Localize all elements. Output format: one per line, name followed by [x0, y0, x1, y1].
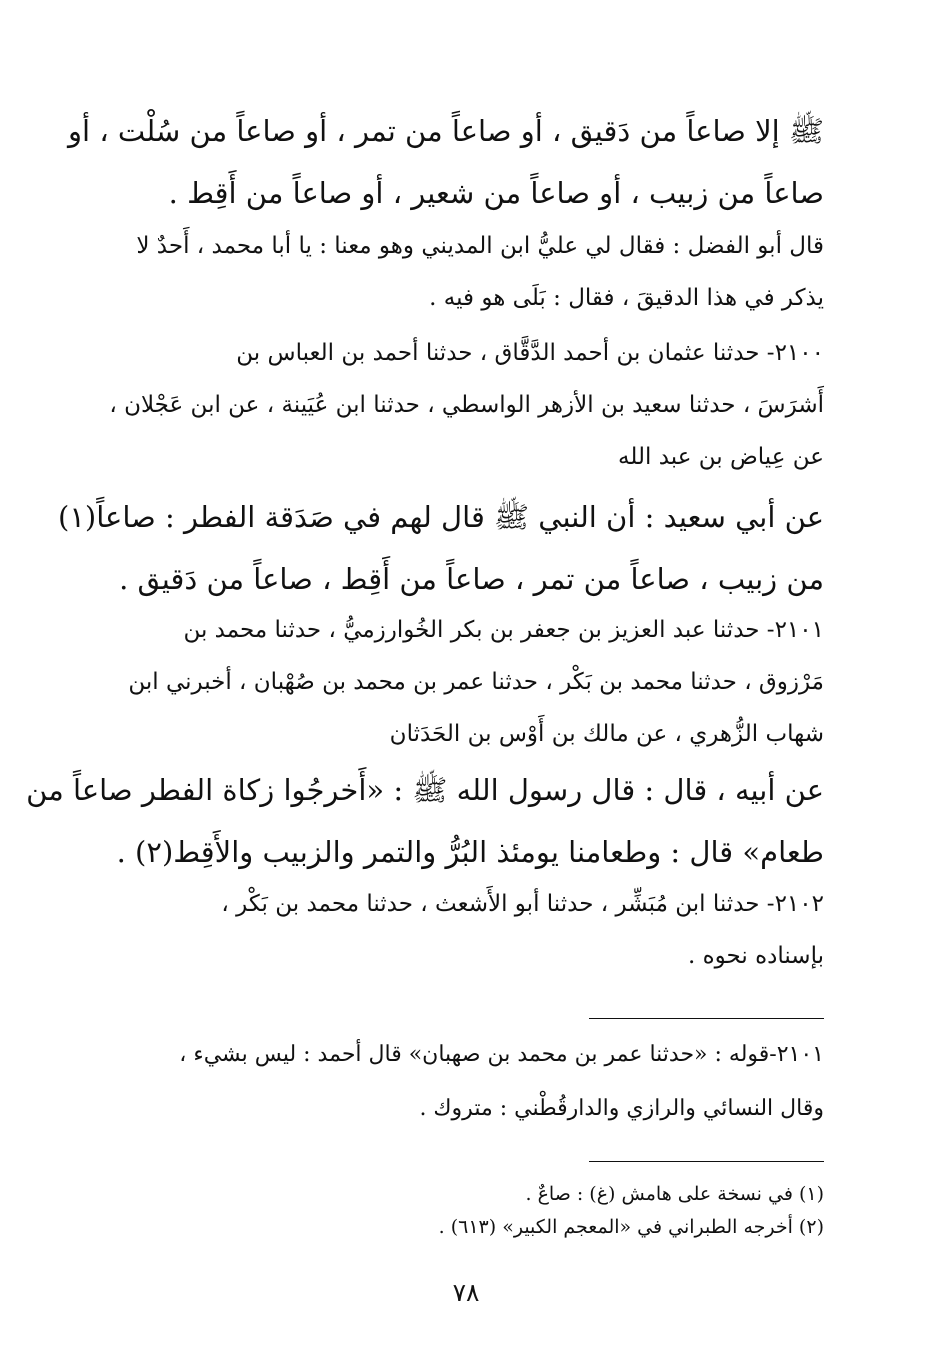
footnote: (١) في نسخة على هامش (غ) : صاعٌ .	[525, 1183, 824, 1205]
notes-separator	[589, 1018, 824, 1019]
text-line: يذكر في هذا الدقيقَ ، فقال : بَلَى هو فيه .	[429, 285, 824, 311]
text-line: من زبيب ، صاعاً من تمر ، صاعاً من أَقِط ، صاعاً من دَقيق .	[119, 562, 824, 596]
hadith-text-2101	[26, 759, 824, 883]
hadith-text-1	[68, 100, 824, 224]
text-line: صاعاً من زبيب ، أو صاعاً من شعير ، أو صاعاً من أَقِط .	[168, 176, 824, 210]
isnad-2102	[108, 878, 824, 982]
text-line: طعام» قال : وطعامنا يومئذ البُرُّ والتمر والزبيب والأَقِط(٢) .	[116, 835, 824, 869]
footnote: (٢) أخرجه الطبراني في «المعجم الكبير» (٦١٣) .	[438, 1216, 824, 1238]
isnad-2100	[108, 327, 824, 483]
text-line: ﷺ إلا صاعاً من دَقيق ، أو صاعاً من تمر ، أو صاعاً من سُلْت ، أو	[68, 114, 824, 148]
book-page	[26, 90, 824, 1350]
text-line: عن عِياض بن عبد الله	[618, 444, 824, 470]
hadith-text-2100	[57, 486, 824, 610]
text-line: ٢١٠٢- حدثنا ابن مُبَشِّر ، حدثنا أبو الأَشعث ، حدثنا محمد بن بَكْر ،	[221, 891, 824, 917]
isnad-2101	[108, 604, 824, 760]
text-line: شهاب الزُّهري ، عن مالك بن أَوْس بن الحَدَثان	[389, 721, 824, 747]
note-2101	[108, 1028, 824, 1136]
text-line: عن أبيه ، قال : قال رسول الله ﷺ : «أَخرجُوا زكاة الفطر صاعاً من	[26, 773, 824, 807]
text-line: مَرْزوق ، حدثنا محمد بن بَكْر ، حدثنا عمر بن محمد بن صُهْبان ، أخبرني ابن	[128, 669, 824, 695]
page-number: ٧٨	[452, 1278, 480, 1307]
text-line: ٢١٠١-قوله : «حدثنا عمر بن محمد بن صهبان» قال أحمد : ليس بشيء ،	[179, 1042, 824, 1067]
text-line: بإسناده نحوه .	[687, 943, 824, 969]
text-line: أَشرَسَ ، حدثنا سعيد بن الأزهر الواسطي ، حدثنا ابن عُيَينة ، عن ابن عَجْلان ،	[109, 392, 824, 418]
footnotes-separator	[589, 1161, 824, 1162]
text-line: ٢١٠٠- حدثنا عثمان بن أحمد الدَّقَّاق ، حدثنا أحمد بن العباس بن	[236, 340, 824, 366]
footnotes	[108, 1178, 824, 1244]
text-line: ٢١٠١- حدثنا عبد العزيز بن جعفر بن بكر الخُوارزميُّ ، حدثنا محمد بن	[183, 617, 824, 643]
text-line: قال أبو الفضل : فقال لي عليُّ ابن المديني وهو معنا : يا أبا محمد ، أَحدٌ لا	[136, 233, 824, 259]
text-line: وقال النسائي والرازي والدارقُطْني : متروك .	[419, 1096, 824, 1121]
text-line: عن أبي سعيد : أن النبي ﷺ قال لهم في صَدَقة الفطر : صاعاً(١)	[57, 500, 824, 534]
commentary-abu-al-fadl	[108, 220, 824, 324]
